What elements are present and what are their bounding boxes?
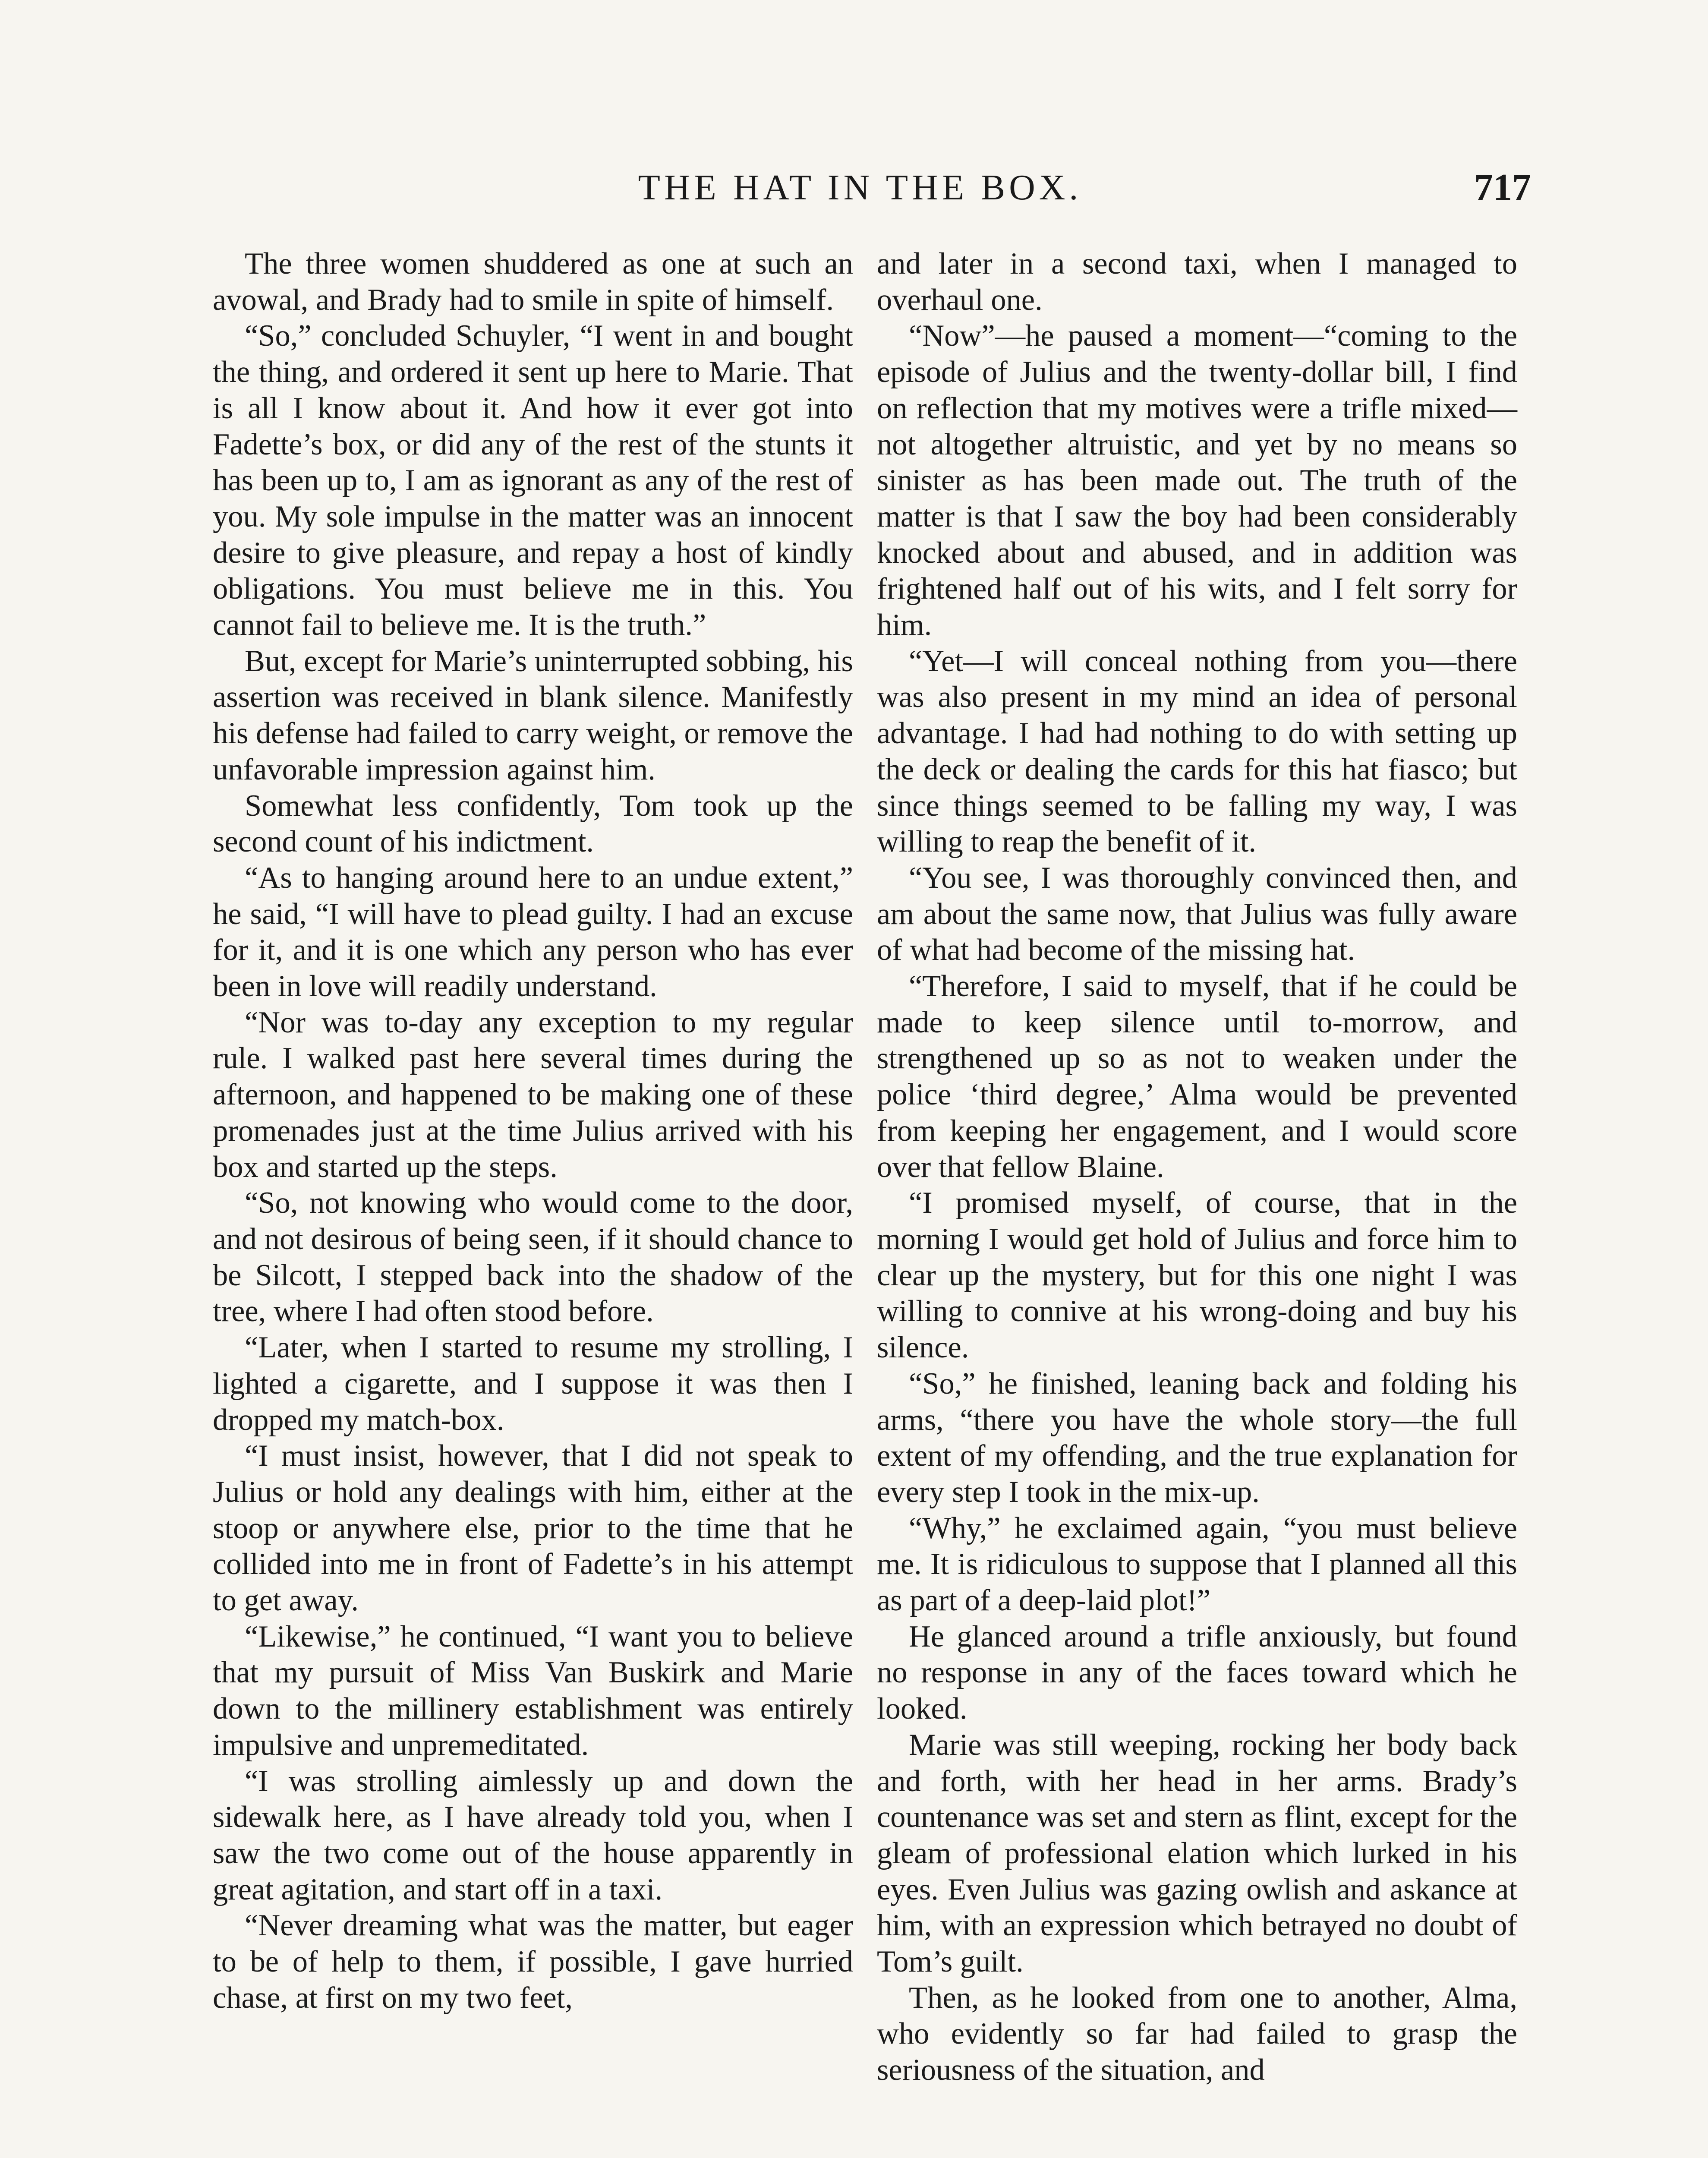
page-number: 717 (1474, 167, 1531, 208)
paragraph: “Now”—he paused a moment—“coming to the episode of Julius and the twenty-dollar bill, I find on reflection that my motives were a trifle mixed—not altogether altruistic, and yet by no means so sinister as has been made out. The truth of the matter is that I saw the boy had been considerably knocked about and abused, and in addition was frightened half out of his wits, and I felt sorry for him. (877, 319, 1517, 642)
paragraph: Somewhat less confidently, Tom took up the second count of his indictment. (213, 789, 853, 859)
paragraph: “Yet—I will conceal nothing from you—there was also present in my mind an idea of personal advantage. I had had nothing to do with setting up the deck or dealing the cards for this hat fiasco; but since things seemed to be falling my way, I was willing to reap the benefit of it. (877, 644, 1517, 859)
paragraph: “I was strolling aimlessly up and down the sidewalk here, as I have already told you, when I saw the two come out of the house apparently in great agitation, and start off in a taxi. (213, 1764, 853, 1906)
paragraph: “Likewise,” he continued, “I want you to believe that my pursuit of Miss Van Buskirk and Marie down to the millinery establishment was entirely impulsive and unpremeditated. (213, 1619, 853, 1762)
paragraph: “I promised myself, of course, that in the morning I would get hold of Julius and force him to clear up the mystery, but for this one night I was willing to connive at his wrong-doing and buy his silence. (877, 1186, 1517, 1365)
paragraph: “I must insist, however, that I did not speak to Julius or hold any dealings with him, either at the stoop or anywhere else, prior to the time that he collided into me in front of Fadette’s in his attempt to get away. (213, 1439, 853, 1618)
running-header (189, 164, 1531, 211)
paragraph: Marie was still weeping, rocking her body back and forth, with her head in her arms. Brady’s countenance was set and stern as flint, except for the gleam of professional elation which lurked in his eyes. Even Julius was gazing owlish and askance at him, with an expression which betrayed no doubt of Tom’s guilt. (877, 1728, 1517, 1979)
paragraph: “Therefore, I said to myself, that if he could be made to keep silence until to-morrow, and strengthened up so as not to weaken under the police ‘third degree,’ Alma would be prevented from keeping her engagement, and I would score over that fellow Blaine. (877, 969, 1517, 1184)
paragraph: He glanced around a trifle anxiously, but found no response in any of the faces toward which he looked. (877, 1619, 1517, 1726)
paragraph: The three women shuddered as one at such an avowal, and Brady had to smile in spite of himself. (213, 247, 853, 317)
paragraph: “So,” concluded Schuyler, “I went in and bought the thing, and ordered it sent up here to Marie. That is all I know about it. And how it ever got into Fadette’s box, or did any of the rest of the stunts it has been up to, I am as ignorant as any of the rest of you. My sole impulse in the matter was an innocent desire to give pleasure, and repay a host of kindly obligations. You must believe me in this. You cannot fail to believe me. It is the truth.” (213, 319, 853, 642)
left-column (213, 246, 853, 2016)
paragraph: “Never dreaming what was the matter, but eager to be of help to them, if possible, I gave hurried chase, at first on my two feet, (213, 1909, 853, 2015)
paragraph: But, except for Marie’s uninterrupted sobbing, his assertion was received in blank silence. Manifestly his defense had failed to carry weight, or remove the unfavorable impression against him. (213, 644, 853, 786)
paragraph: “So,” he finished, leaning back and folding his arms, “there you have the whole story—the full extent of my offending, and the true explanation for every step I took in the mix-up. (877, 1366, 1517, 1509)
paragraph: “So, not knowing who would come to the door, and not desirous of being seen, if it should chance to be Silcott, I stepped back into the shadow of the tree, where I had often stood before. (213, 1186, 853, 1328)
paragraph: Then, as he looked from one to another, Alma, who evidently so far had failed to grasp the seriousness of the situation, and (877, 1981, 1517, 2087)
paragraph: “As to hanging around here to an undue extent,” he said, “I will have to plead guilty. I had an excuse for it, and it is one which any person who has ever been in love will readily understand. (213, 861, 853, 1003)
paragraph: “You see, I was thoroughly convinced then, and am about the same now, that Julius was fully aware of what had become of the missing hat. (877, 861, 1517, 967)
paragraph: “Nor was to-day any exception to my regular rule. I walked past here several times during the afternoon, and happened to be making one of these promenades just at the time Julius arrived with his box and started up the steps. (213, 1005, 853, 1184)
paragraph-continued: and later in a second taxi, when I managed to overhaul one. (877, 247, 1517, 317)
paragraph: “Later, when I started to resume my strolling, I lighted a cigarette, and I suppose it was then I dropped my match-box. (213, 1331, 853, 1437)
paragraph: “Why,” he exclaimed again, “you must believe me. It is ridiculous to suppose that I planned all this as part of a deep-laid plot!” (877, 1511, 1517, 1618)
right-column (877, 246, 1517, 2089)
running-title: THE HAT IN THE BOX. (638, 167, 1082, 208)
